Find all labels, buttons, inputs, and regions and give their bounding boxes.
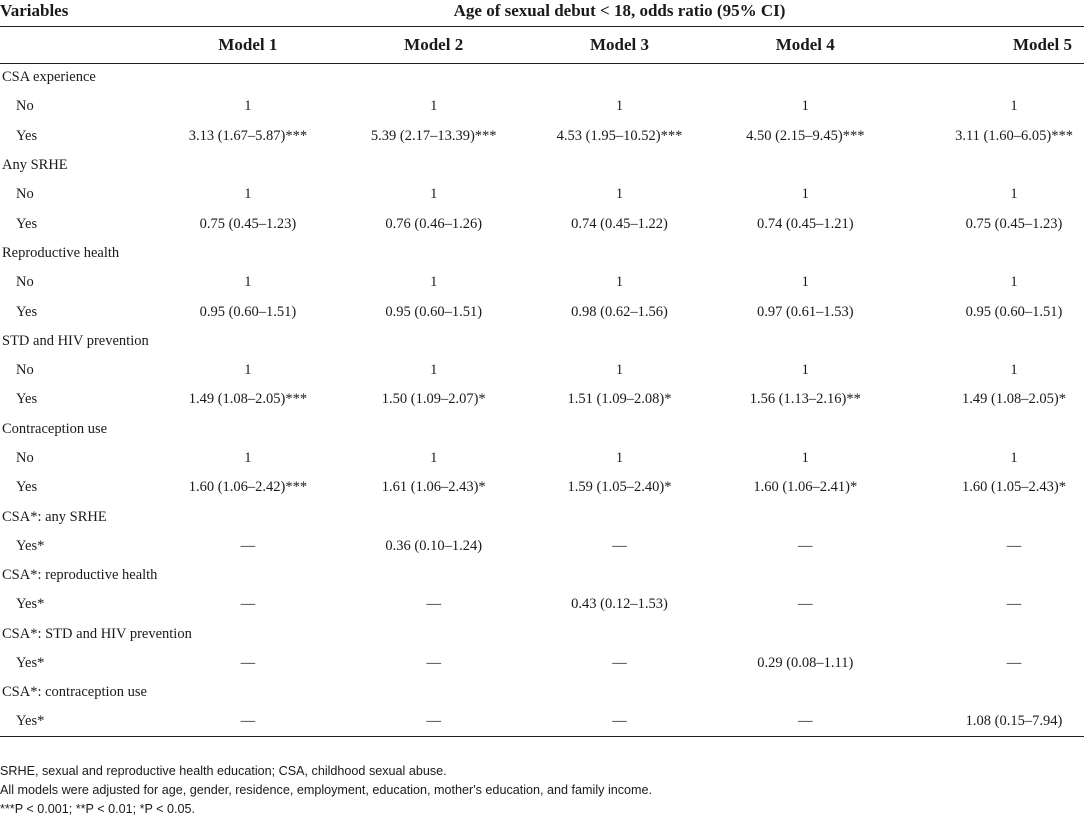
- cell-value: 1: [1010, 98, 1018, 115]
- table-cell: 0.76 (0.46–1.26): [385, 215, 483, 232]
- header-row-models: [0, 26, 1084, 63]
- row-label: Yes: [16, 391, 38, 408]
- table-cell: 1: [801, 98, 809, 115]
- table-cell: [898, 268, 1084, 297]
- table-cell: 4.53 (1.95–10.52)***: [556, 127, 683, 144]
- group-label: CSA*: STD and HIV prevention: [2, 625, 192, 642]
- table-cell: —: [240, 596, 256, 613]
- model-header: Model 4: [712, 26, 898, 63]
- cell-value: 3.11 (1.60–6.05)***: [955, 127, 1073, 144]
- table-cell: [898, 444, 1084, 473]
- table-cell: —: [155, 708, 341, 737]
- group-label: Contraception use: [2, 420, 108, 437]
- table-cell: 1: [801, 274, 809, 291]
- table-cell: —: [341, 708, 527, 737]
- footnote: ***P < 0.001; **P < 0.01; *P < 0.05.: [0, 802, 196, 816]
- row-label: Yes: [16, 127, 38, 144]
- table-cell: [898, 122, 1084, 151]
- cell-value: 1.49 (1.08–2.05)*: [962, 391, 1066, 408]
- table-cell: [898, 649, 1084, 678]
- group-label: Any SRHE: [2, 157, 68, 174]
- model-header: Model 5: [898, 26, 1084, 63]
- table-cell: 0.95 (0.60–1.51): [199, 303, 297, 320]
- table-cell: [898, 92, 1084, 121]
- table-cell: 1: [615, 98, 624, 115]
- table-cell: 0.75 (0.45–1.23): [199, 215, 297, 232]
- cell-value: 1: [1010, 362, 1018, 379]
- row-label: Yes*: [0, 708, 155, 737]
- table-cell: 3.13 (1.67–5.87)***: [188, 127, 308, 144]
- table-cell: [898, 209, 1084, 238]
- header-blank-cell: [0, 26, 155, 63]
- row-label: Yes: [16, 215, 38, 232]
- table-cell: 1.56 (1.13–2.16)**: [749, 391, 861, 408]
- table-cell: 1: [244, 362, 252, 379]
- table-cell: 1: [430, 98, 438, 115]
- cell-value: 1.08 (0.15–7.94): [965, 713, 1063, 730]
- table-group-row: [0, 327, 1084, 356]
- table-group-row: [0, 239, 1084, 268]
- table-body: [0, 63, 1084, 737]
- table-cell: [898, 590, 1084, 619]
- table-cell: 1.61 (1.06–2.43)*: [381, 479, 486, 496]
- table-cell: [898, 297, 1084, 326]
- table-cell: 1.59 (1.05–2.40)*: [567, 479, 672, 496]
- table-group-row: [0, 415, 1084, 444]
- table-row: [0, 122, 1084, 151]
- variables-header: Variables: [0, 0, 155, 26]
- row-label: No: [16, 98, 34, 115]
- cell-value: 1: [1010, 274, 1018, 291]
- table-cell: —: [426, 596, 441, 613]
- table-cell: —: [612, 537, 627, 554]
- table-cell: 1: [244, 450, 252, 466]
- table-cell: —: [712, 708, 898, 737]
- footnote: All models were adjusted for age, gender, residence, employment, education, mother's education, and family income.: [0, 783, 653, 797]
- group-label: CSA*: contraception use: [2, 684, 147, 701]
- row-label: Yes*: [16, 537, 45, 554]
- row-label: No: [16, 186, 34, 203]
- table-cell: 0.74 (0.45–1.21): [756, 215, 854, 232]
- table-group-row: [0, 63, 1084, 92]
- table-cell: 1.50 (1.09–2.07)*: [381, 391, 486, 408]
- table-cell: 1: [801, 186, 809, 203]
- table-group-row: [0, 502, 1084, 531]
- table-cell: 0.95 (0.60–1.51): [385, 303, 483, 320]
- table-cell: 0.36 (0.10–1.24): [385, 537, 483, 554]
- table-cell: 1: [801, 450, 809, 466]
- table-row: [0, 180, 1084, 209]
- table-cell: —: [798, 537, 813, 554]
- table-cell: 1: [615, 362, 624, 379]
- table-row: [0, 532, 1084, 561]
- table-row: [0, 649, 1084, 678]
- table-cell: [898, 356, 1084, 385]
- table-cell: 1: [615, 186, 624, 203]
- table-cell: 1: [244, 98, 252, 115]
- table-row: [0, 268, 1084, 297]
- table-group-row: [0, 561, 1084, 590]
- table-cell: 1: [430, 450, 438, 466]
- table-cell: —: [612, 655, 627, 672]
- spanning-header: Age of sexual debut < 18, odds ratio (95% CI): [155, 0, 1084, 26]
- table-cell: 1.51 (1.09–2.08)*: [567, 391, 672, 408]
- group-label: CSA*: reproductive health: [2, 567, 158, 584]
- group-label: CSA*: any SRHE: [2, 508, 107, 525]
- cell-value: 0.95 (0.60–1.51): [965, 303, 1063, 320]
- row-label: Yes*: [16, 655, 45, 672]
- table-group-row: [0, 151, 1084, 180]
- group-label: STD and HIV prevention: [2, 332, 149, 349]
- table-row: [0, 356, 1084, 385]
- model-header: Model 1: [155, 26, 341, 63]
- table-row: [0, 385, 1084, 414]
- group-label: CSA experience: [2, 69, 96, 86]
- table-cell: [898, 473, 1084, 502]
- table-cell: 1: [244, 186, 252, 203]
- table-row: [0, 708, 1084, 737]
- table-cell: [898, 180, 1084, 209]
- table-row: [0, 297, 1084, 326]
- row-label: No: [16, 274, 34, 291]
- table-cell: 0.97 (0.61–1.53): [756, 303, 854, 320]
- table-cell: 1.49 (1.08–2.05)***: [188, 391, 308, 408]
- table-row: [0, 473, 1084, 502]
- row-label: Yes: [16, 479, 38, 496]
- row-label: No: [16, 362, 34, 379]
- footnote: SRHE, sexual and reproductive health education; CSA, childhood sexual abuse.: [0, 764, 447, 778]
- row-label: Yes*: [16, 596, 45, 613]
- table-cell: 1: [430, 186, 438, 203]
- table-cell: 0.43 (0.12–1.53): [571, 596, 668, 613]
- table-cell: 1: [615, 450, 624, 466]
- cell-value: 1.60 (1.05–2.43)*: [962, 479, 1066, 496]
- table-cell: 5.39 (2.17–13.39)***: [370, 127, 497, 144]
- table-group-row: [0, 620, 1084, 649]
- model-header: Model 3: [527, 26, 713, 63]
- table-cell: —: [240, 655, 256, 672]
- cell-value: 0.75 (0.45–1.23): [965, 215, 1063, 232]
- table-cell: —: [527, 708, 713, 737]
- group-label: Reproductive health: [2, 244, 120, 261]
- model-header: Model 2: [341, 26, 527, 63]
- table-row: [0, 209, 1084, 238]
- table-cell: 1: [615, 274, 624, 291]
- table-cell: 1: [801, 362, 809, 379]
- table-cell: [898, 708, 1084, 737]
- table-row: [0, 590, 1084, 619]
- cell-value: 1: [1010, 186, 1018, 203]
- cell-value: —: [1006, 655, 1022, 672]
- row-label: Yes: [16, 303, 38, 320]
- table-cell: 1.60 (1.06–2.41)*: [753, 479, 858, 496]
- cell-value: —: [1006, 537, 1022, 554]
- row-label: No: [16, 450, 34, 466]
- table-cell: [898, 385, 1084, 414]
- cell-value: 1: [1010, 450, 1018, 466]
- table-cell: [898, 532, 1084, 561]
- table-row: [0, 92, 1084, 121]
- table-cell: 1: [244, 274, 252, 291]
- table-cell: 0.74 (0.45–1.22): [571, 215, 668, 232]
- table-cell: —: [426, 655, 441, 672]
- header-row-top: [0, 0, 1084, 26]
- cell-value: —: [1006, 596, 1022, 613]
- table-cell: 0.98 (0.62–1.56): [571, 303, 668, 320]
- table-footnotes: [0, 762, 1084, 819]
- table-cell: —: [798, 596, 813, 613]
- table-group-row: [0, 678, 1084, 707]
- table-cell: 4.50 (2.15–9.45)***: [746, 127, 865, 144]
- table-cell: 0.29 (0.08–1.11): [757, 655, 854, 672]
- table-cell: 1: [430, 274, 438, 291]
- table-cell: 1.60 (1.06–2.42)***: [188, 479, 308, 496]
- table-cell: 1: [430, 362, 438, 379]
- table-row: [0, 444, 1084, 473]
- table-cell: —: [240, 537, 256, 554]
